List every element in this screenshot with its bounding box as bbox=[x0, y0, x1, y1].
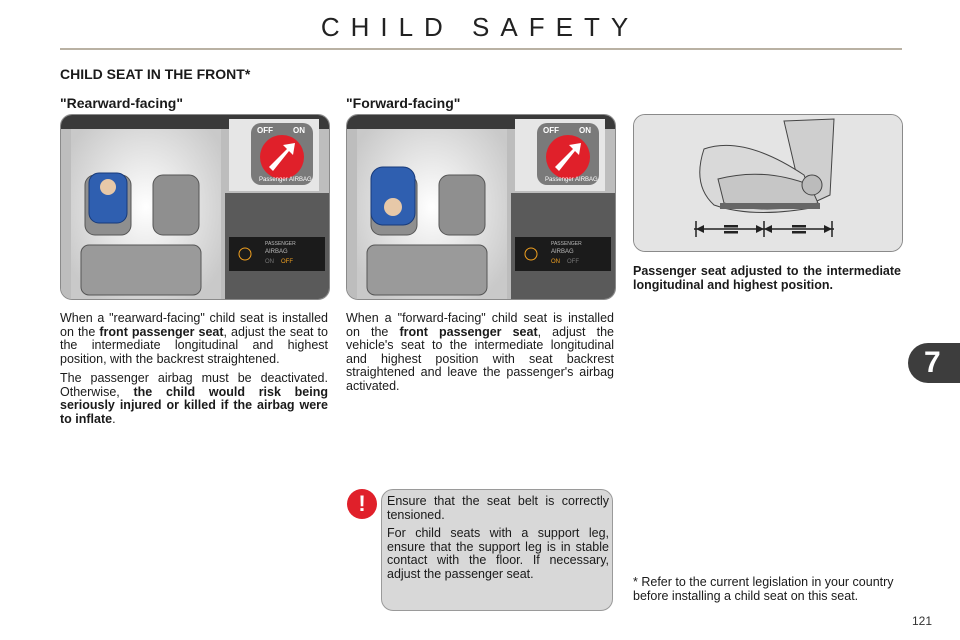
heading-rearward: "Rearward-facing" bbox=[60, 95, 183, 111]
page-title: CHILD SAFETY bbox=[320, 12, 640, 42]
footnote: * Refer to the current legislation in your country before installing a child seat on this seat. bbox=[633, 575, 894, 603]
forward-text bbox=[346, 312, 614, 399]
seat-caption: Passenger seat adjusted to the intermediate longitudinal and highest position. bbox=[633, 264, 901, 292]
rearward-paragraph-2: The passenger airbag must be deactivated. Otherwise, the child would risk being seriously injured or killed if the airbag were to inflate. bbox=[60, 371, 328, 426]
switch-off-label: OFF bbox=[257, 126, 273, 135]
seat-adjustment-drawing bbox=[634, 115, 902, 251]
illustration-rearward bbox=[60, 114, 330, 300]
switch-on-label: ON bbox=[579, 126, 591, 135]
switch-caption: Passenger AIRBAG bbox=[545, 177, 598, 183]
car-interior-forward-drawing bbox=[347, 115, 615, 299]
display-airbag-label: AIRBAG bbox=[265, 249, 288, 255]
car-interior-rearward-drawing bbox=[61, 115, 329, 299]
display-on-label: ON bbox=[265, 259, 274, 265]
display-off-label: OFF bbox=[281, 259, 293, 265]
chapter-tab: 7 bbox=[908, 343, 960, 383]
warning-icon: ! bbox=[347, 489, 377, 519]
warning-text bbox=[387, 495, 609, 586]
switch-caption: Passenger AIRBAG bbox=[259, 177, 312, 183]
display-off-label: OFF bbox=[567, 259, 579, 265]
illustration-forward bbox=[346, 114, 616, 300]
warning-paragraph-2: For child seats with a support leg, ensure that the support leg is in stable contact with the floor. If necessary, adjust the passenger seat. bbox=[387, 526, 609, 581]
switch-off-label: OFF bbox=[543, 126, 559, 135]
section-title: CHILD SEAT IN THE FRONT* bbox=[60, 66, 251, 82]
display-airbag-label: AIRBAG bbox=[551, 249, 574, 255]
header-divider bbox=[60, 48, 902, 50]
heading-forward: "Forward-facing" bbox=[346, 95, 461, 111]
illustration-seat-adjustment bbox=[633, 114, 903, 252]
child-seat-forward bbox=[371, 167, 415, 225]
rearward-paragraph-1: When a "rearward-facing" child seat is installed on the front passenger seat, adjust the seat to the intermediate longitudinal and highest position, with the backrest straightened. bbox=[60, 311, 328, 366]
page-number: 121 bbox=[912, 614, 933, 628]
switch-on-label: ON bbox=[293, 126, 305, 135]
rearward-text bbox=[60, 312, 328, 432]
display-passenger-label: PASSENGER bbox=[551, 241, 582, 247]
display-on-label: ON bbox=[551, 259, 560, 265]
forward-paragraph-1: When a "forward-facing" child seat is installed on the front passenger seat, adjust the vehicle's seat to the intermediate longitudinal and highest position with seat backrest straightened and leave the passenger's airbag activated. bbox=[346, 311, 614, 393]
display-passenger-label: PASSENGER bbox=[265, 241, 296, 247]
warning-paragraph-1: Ensure that the seat belt is correctly tensioned. bbox=[387, 494, 609, 522]
